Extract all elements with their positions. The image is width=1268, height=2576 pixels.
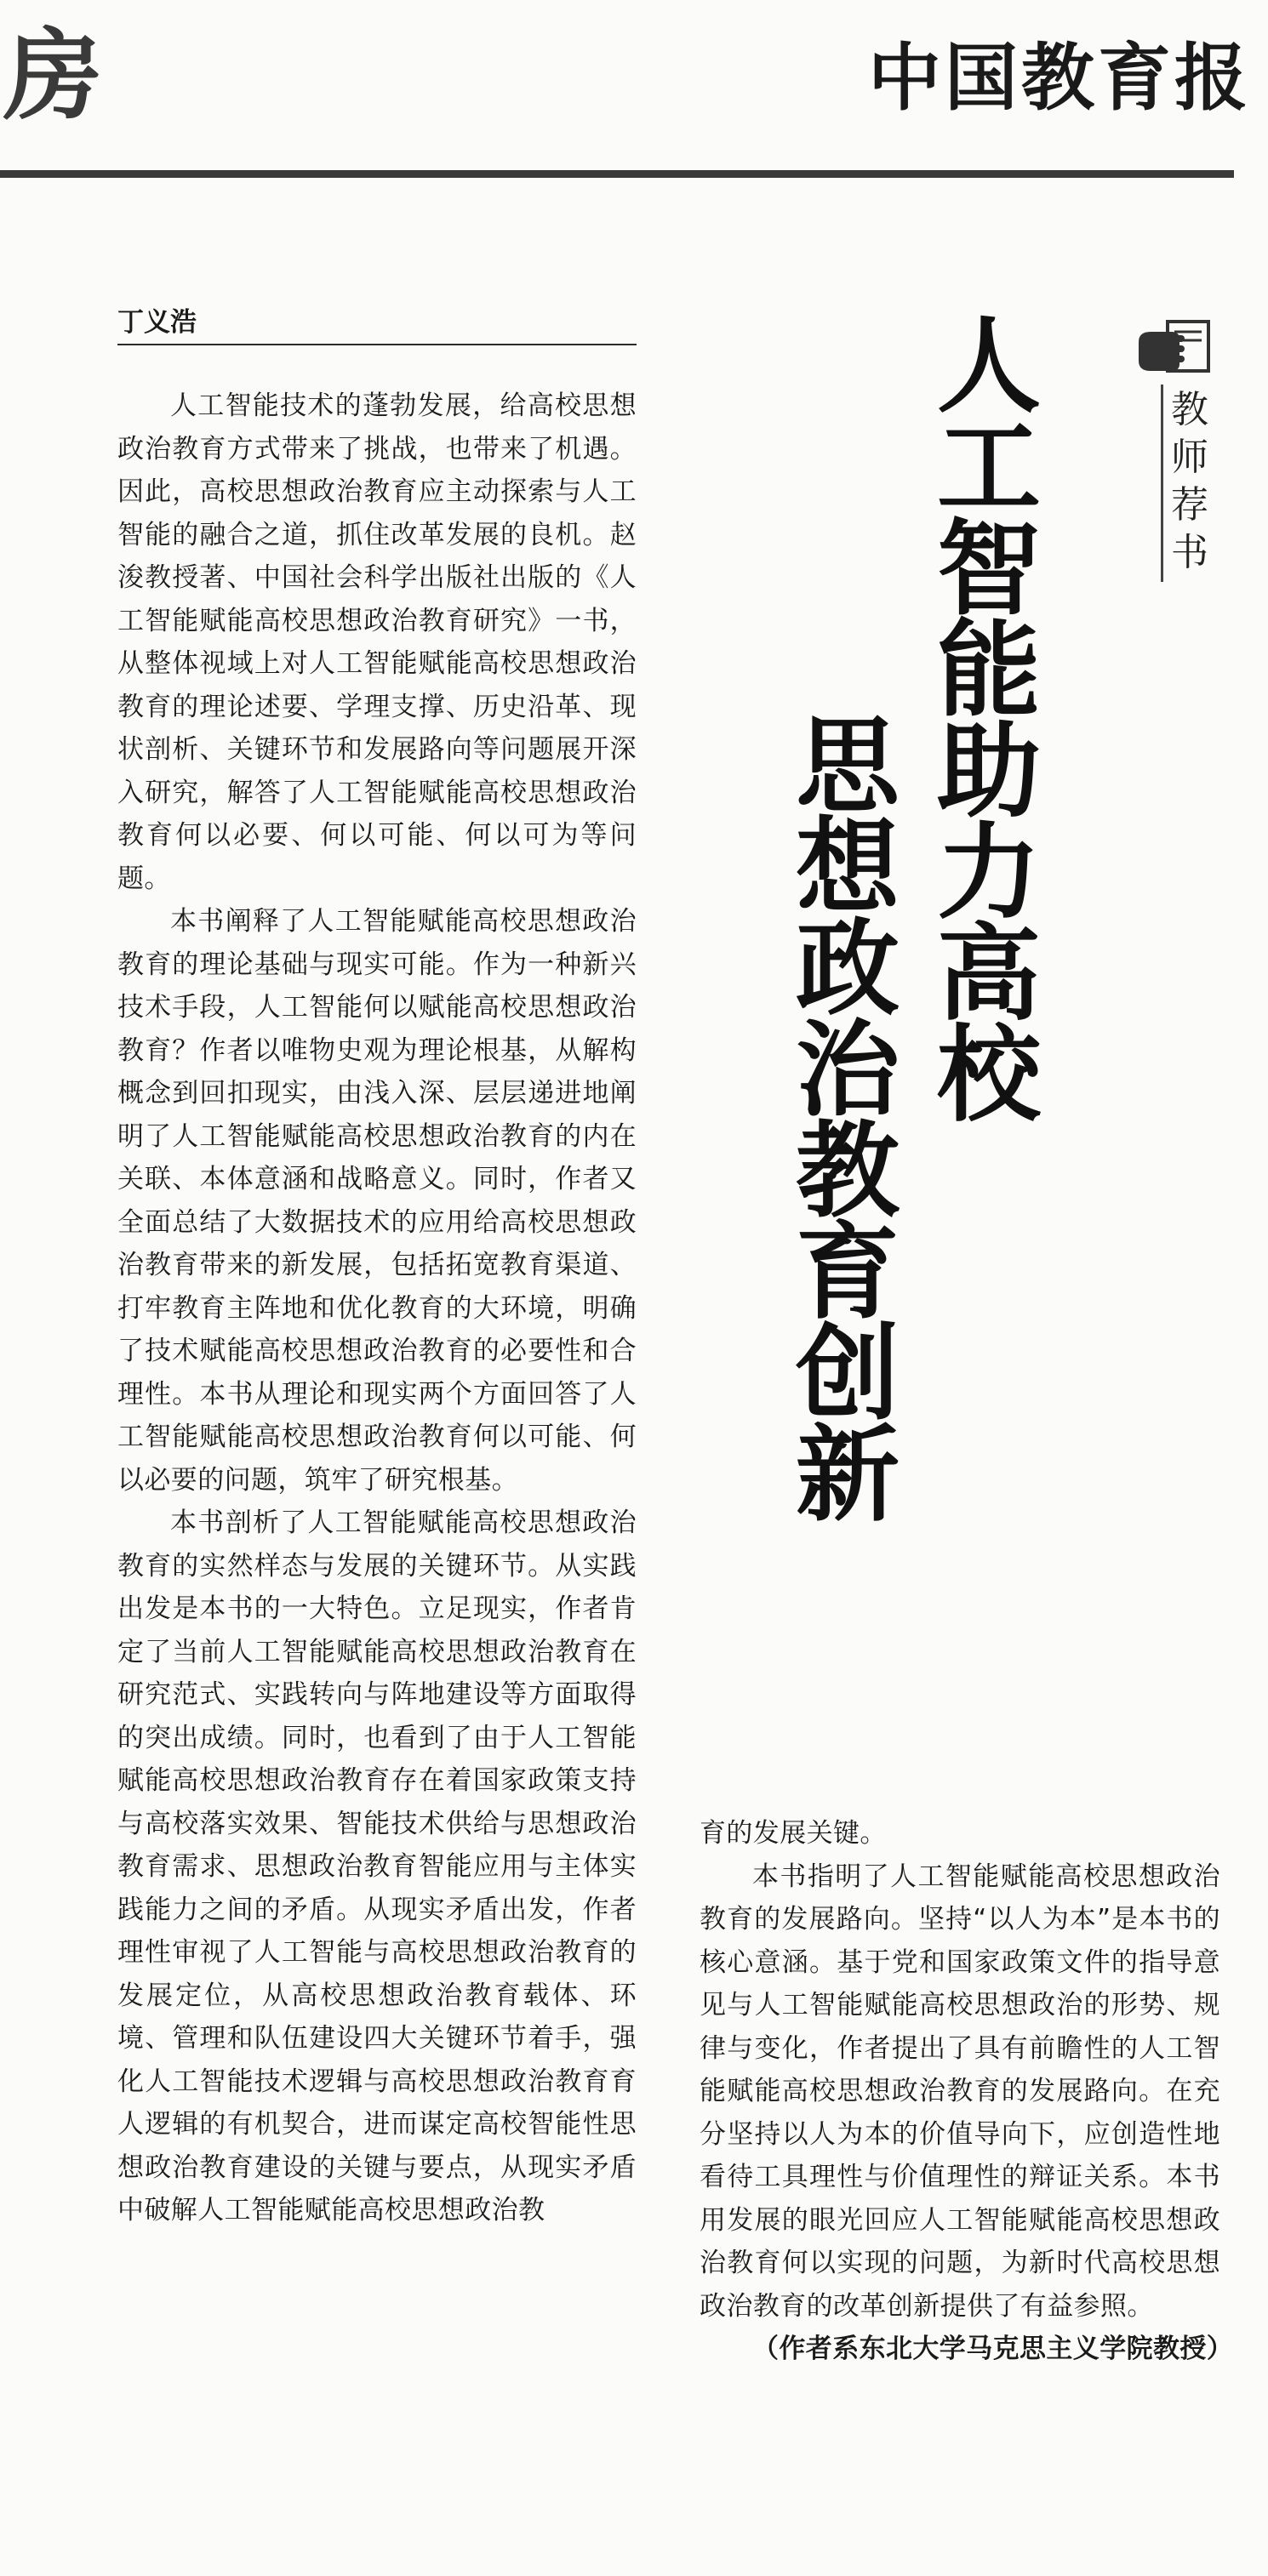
- headline-char: 人: [937, 306, 1041, 427]
- headline-char: 政: [796, 909, 900, 1029]
- headline-char: 智: [937, 509, 1041, 630]
- body-column-left: [117, 385, 637, 2232]
- article-paragraph: 本书指明了人工智能赋能高校思想政治教育的发展路向。坚持“以人为本”是本书的核心意涵。基于党和国家政策文件的指导意见与人工智能赋能高校思想政治的形势、规律与变化，作者提出了具有前瞻性的人工智能赋能高校思想政治教育的发展路向。在充分坚持以人为本的价值导向下，应创造性地看待工具理性与价值理性的辩证关系。本书用发展的眼光回应人工智能赋能高校思想政治教育何以实现的问题，为新时代高校思想政治教育的改革创新提供了有益参照。: [700, 1861, 1220, 2322]
- headline-char: 工: [937, 407, 1041, 528]
- headline-char: 治: [796, 1010, 900, 1131]
- column-label-char: 教: [1171, 388, 1208, 431]
- column-label-char: 书: [1171, 531, 1208, 574]
- masthead-divider: [0, 170, 1234, 178]
- headline-char: 校: [937, 1015, 1041, 1136]
- headline-char: 想: [796, 807, 900, 928]
- body-column-right: [700, 1812, 1234, 2371]
- hand-book-icon: [1137, 316, 1214, 376]
- headline-char: 创: [796, 1314, 900, 1434]
- headline-char: 助: [937, 711, 1041, 832]
- headline-char: 育: [796, 1212, 900, 1333]
- article-paragraph: 人工智能技术的蓬勃发展，给高校思想政治教育方式带来了挑战，也带来了机遇。因此，高校思想政治教育应主动探索与人工智能的融合之道，抓住改革发展的良机。赵浚教授著、中国社会科学出版社出版的《人工智能赋能高校思想政治教育研究》一书，从整体视域上对人工智能赋能高校思想政治教育的理论述要、学理支撑、历史沿革、现状剖析、关键环节和发展路向等问题展开深入研究，解答了人工智能赋能高校思想政治教育何以必要、何以可能、何以可为等问题。: [117, 390, 637, 894]
- column-badge: [1137, 316, 1214, 574]
- headline-char: 能: [937, 610, 1041, 731]
- article-author: 丁义浩: [117, 305, 637, 345]
- section-title: 房: [3, 19, 102, 134]
- headline-line-1: [929, 306, 1048, 1136]
- article-paragraph-continued: 育的发展关键。: [700, 1818, 887, 1849]
- column-label: [1168, 386, 1212, 577]
- headline-char: 教: [796, 1111, 900, 1232]
- headline-char: 力: [937, 812, 1041, 933]
- column-label-char: 荐: [1171, 483, 1208, 527]
- headline-char: 高: [937, 914, 1041, 1034]
- article-paragraph: 本书阐释了人工智能赋能高校思想政治教育的理论基础与现实可能。作为一种新兴技术手段，人工智能何以赋能高校思想政治教育？作者以唯物史观为理论根基，从解构概念到回扣现实，由浅入深、层层递进地阐明了人工智能赋能高校思想政治教育的内在关联、本体意涵和战略意义。同时，作者又全面总结了大数据技术的应用给高校思想政治教育带来的新发展，包括拓宽教育渠道、打牢教育主阵地和优化教育的大环境，明确了技术赋能高校思想政治教育的必要性和合理性。本书从理论和现实两个方面回答了人工智能赋能高校思想政治教育何以可能、何以必要的问题，筑牢了研究根基。: [117, 906, 637, 1496]
- headline-line-2: [788, 706, 907, 1536]
- badge-rule: [1161, 385, 1163, 582]
- newspaper-logo: 中国教育报: [868, 35, 1251, 121]
- headline-char: 新: [796, 1415, 900, 1536]
- headline-char: 思: [796, 706, 900, 827]
- author-byline: （作者系东北大学马克思主义学院教授）: [752, 2334, 1234, 2364]
- article-paragraph: 本书剖析了人工智能赋能高校思想政治教育的实然样态与发展的关键环节。从实践出发是本书的一大特色。立足现实，作者肯定了当前人工智能赋能高校思想政治教育在研究范式、实践转向与阵地建设等方面取得的突出成绩。同时，也看到了由于人工智能赋能高校思想政治教育存在着国家政策支持与高校落实效果、智能技术供给与思想政治教育需求、思想政治教育智能应用与主体实践能力之间的矛盾。从现实矛盾出发，作者理性审视了人工智能与高校思想政治教育的发展定位，从高校思想政治教育载体、环境、管理和队伍建设四大关键环节着手，强化人工智能技术逻辑与高校思想政治教育育人逻辑的有机契合，进而谋定高校智能性思想政治教育建设的关键与要点，从现实矛盾中破解人工智能赋能高校思想政治教: [117, 1507, 637, 2226]
- column-label-char: 师: [1171, 436, 1208, 479]
